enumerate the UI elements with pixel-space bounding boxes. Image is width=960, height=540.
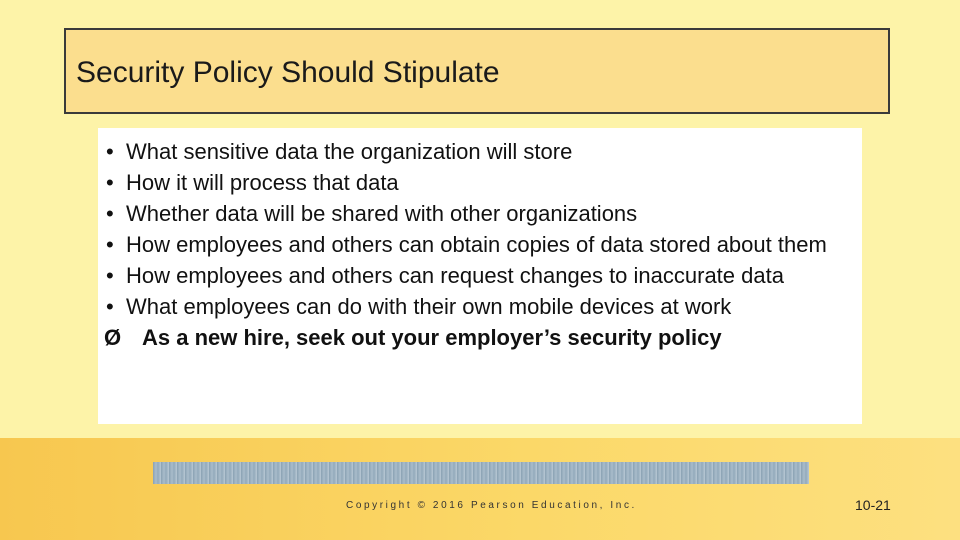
bullet-item	[104, 136, 856, 167]
bullet-icon: •	[106, 294, 114, 319]
bullet-item	[104, 260, 856, 291]
bottom-decorative-band	[0, 438, 960, 540]
copyright-text: Copyright © 2016 Pearson Education, Inc.	[346, 500, 637, 511]
bullet-text: Whether data will be shared with other organizations	[126, 201, 638, 226]
bullet-icon: •	[106, 139, 114, 164]
bullet-item	[104, 198, 856, 229]
bullet-text: As a new hire, seek out your employer’s security policy	[142, 325, 722, 350]
decorative-stripe	[153, 462, 809, 484]
bullet-text: How employees and others can request changes to inaccurate data	[126, 263, 784, 288]
slide-title: Security Policy Should Stipulate	[76, 56, 500, 89]
bullet-text: How it will process that data	[126, 170, 399, 195]
bullet-item	[104, 167, 856, 198]
content-box	[98, 128, 862, 424]
bullet-text: How employees and others can obtain copies of data stored about them	[126, 232, 827, 257]
bullet-icon: •	[106, 170, 114, 195]
bullet-icon: •	[106, 263, 114, 288]
emphasis-bullet-item	[104, 322, 872, 353]
bullet-item	[104, 291, 856, 322]
title-box	[64, 28, 890, 114]
bullet-text: What sensitive data the organization will store	[126, 139, 573, 164]
bullet-list	[98, 128, 862, 353]
page-number: 10-21	[855, 497, 891, 513]
bullet-text: What employees can do with their own mobile devices at work	[126, 294, 732, 319]
arrow-bullet-icon: Ø	[104, 325, 122, 350]
bullet-icon: •	[106, 232, 114, 257]
bullet-item	[104, 229, 856, 260]
bullet-icon: •	[106, 201, 114, 226]
